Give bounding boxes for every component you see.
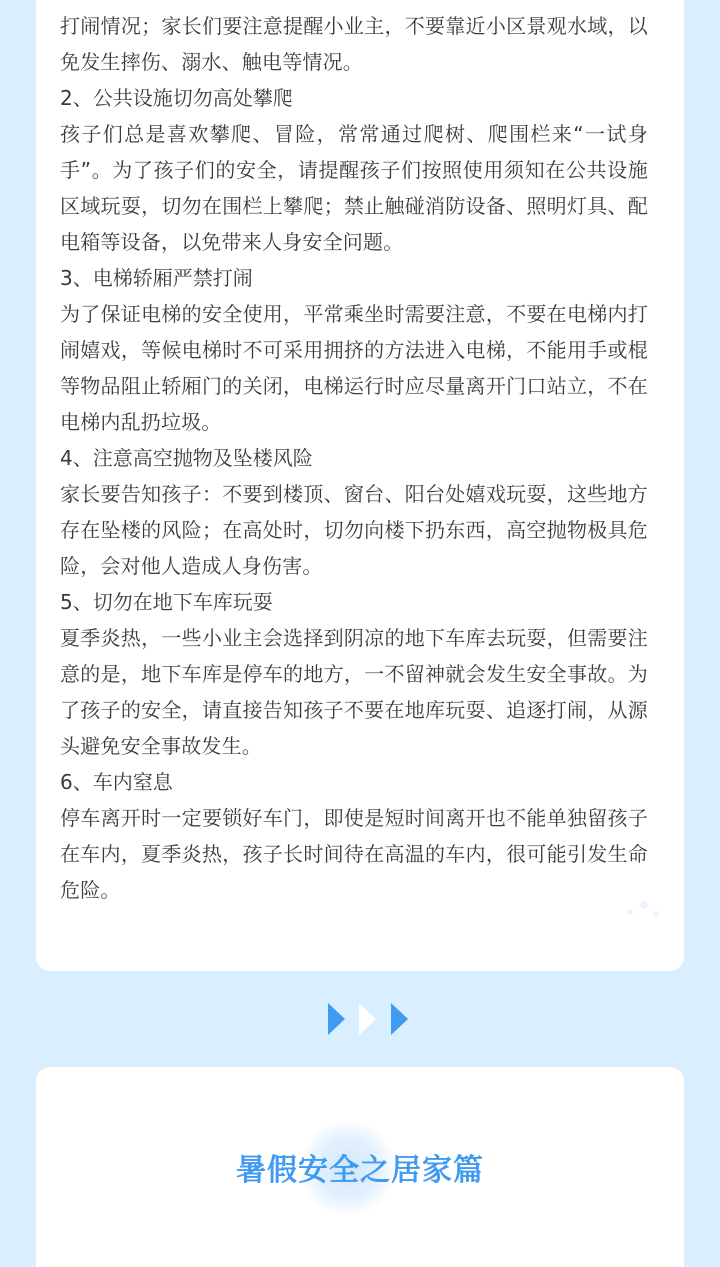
paragraph-elevator: 为了保证电梯的安全使用，平常乘坐时需要注意，不要在电梯内打闹嬉戏，等候电梯时不可采用拥挤的方法进入电梯，不能用手或棍等物品阻止轿厢门的关闭，电梯运行时应尽量离开门口站立，不在电梯内乱扔垃圾。 <box>60 302 648 434</box>
arrow-right-icon <box>391 1003 408 1035</box>
paragraph-intro: 打闹情况；家长们要注意提醒小业主，不要靠近小区景观水域，以免发生摔伤、溺水、触电等情况。 <box>60 14 648 74</box>
section-title: 暑假安全之居家篇 <box>236 1153 484 1188</box>
paragraph-public-facilities: 孩子们总是喜欢攀爬、冒险，常常通过爬树、爬围栏来“一试身手”。为了孩子们的安全，请提醒孩子们按照使用须知在公共设施区域玩耍，切勿在围栏上攀爬；禁止触碰消防设备、照明灯具、配电箱等设备，以免带来人身安全问题。 <box>60 122 648 254</box>
article-card <box>36 0 684 971</box>
sparkle-decoration-icon <box>624 896 664 924</box>
section-heading-3: 3、电梯轿厢严禁打闹 <box>60 266 253 290</box>
arrow-right-icon <box>359 1003 376 1035</box>
paragraph-car-suffocation: 停车离开时一定要锁好车门，即使是短时间离开也不能单独留孩子在车内，夏季炎热，孩子长时间待在高温的车内，很可能引发生命危险。 <box>60 806 648 902</box>
arrow-right-icon <box>328 1003 345 1035</box>
section-heading-5: 5、切勿在地下车库玩耍 <box>60 590 273 614</box>
triple-arrow-right-icon <box>328 1003 412 1035</box>
paragraph-underground-garage: 夏季炎热，一些小业主会选择到阴凉的地下车库去玩耍，但需要注意的是，地下车库是停车的地方，一不留神就会发生安全事故。为了孩子的安全，请直接告知孩子不要在地库玩耍、追逐打闹，从源头避免安全事故发生。 <box>60 626 648 758</box>
section-heading-6: 6、车内窒息 <box>60 770 173 794</box>
section-heading-4: 4、注意高空抛物及坠楼风险 <box>60 446 313 470</box>
section-card <box>36 1067 684 1267</box>
paragraph-falling-risk: 家长要告知孩子：不要到楼顶、窗台、阳台处嬉戏玩耍，这些地方存在坠楼的风险；在高处时，切勿向楼下扔东西，高空抛物极具危险，会对他人造成人身伤害。 <box>60 482 648 578</box>
article-body <box>60 8 648 908</box>
section-heading-2: 2、公共设施切勿高处攀爬 <box>60 86 293 110</box>
